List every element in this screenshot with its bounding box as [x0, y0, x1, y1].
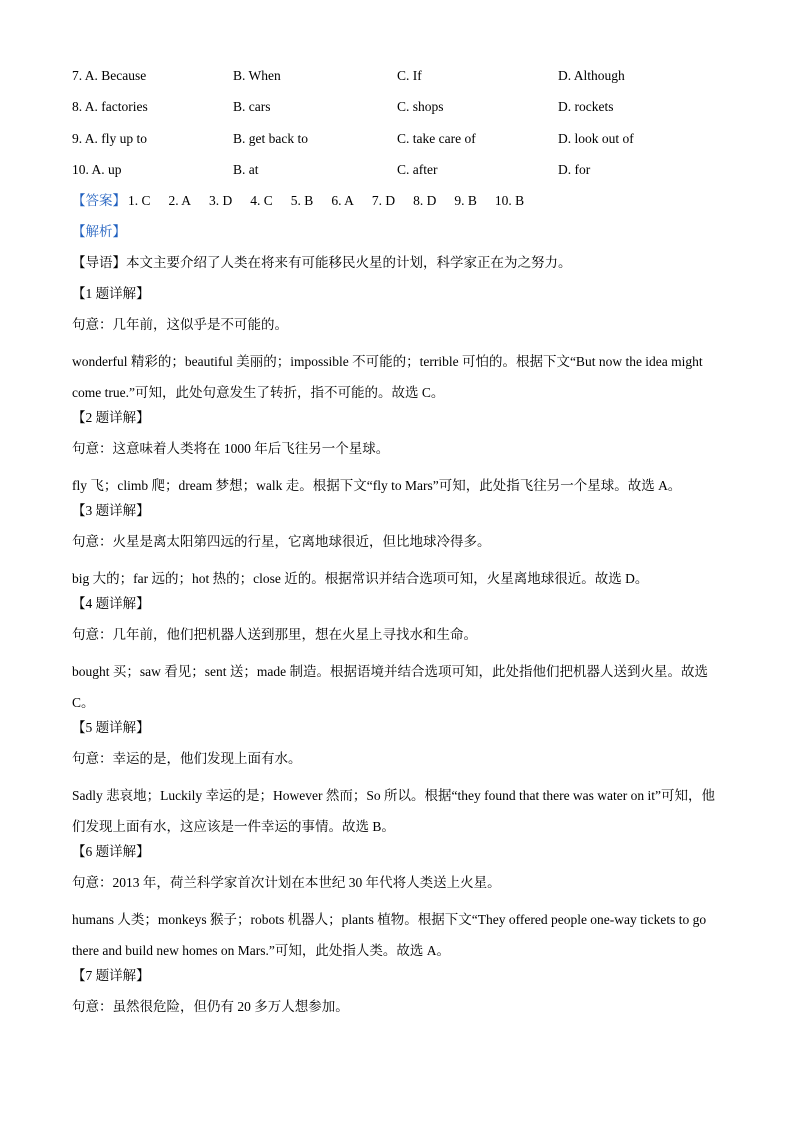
detail-heading-1: 【1 题详解】	[72, 286, 150, 302]
detail-heading-3: 【3 题详解】	[72, 503, 150, 519]
detail-heading-5: 【5 题详解】	[72, 720, 150, 736]
option-d: D. Although	[558, 68, 625, 83]
answer-item: 3. D	[209, 193, 233, 209]
option-d: D. rockets	[558, 99, 614, 115]
option-row-8	[72, 97, 722, 128]
detail-meaning-4: 句意：几年前，他们把机器人送到那里，想在火星上寻找水和生命。	[72, 627, 477, 643]
option-b: B. at	[233, 161, 259, 177]
option-b: B. cars	[233, 99, 271, 115]
detail-meaning-2: 句意：这意味着人类将在 1000 年后飞往另一个星球。	[72, 441, 390, 457]
detail-meaning-1: 句意：几年前，这似乎是不可能的。	[72, 317, 288, 333]
detail-heading-4: 【4 题详解】	[72, 596, 150, 612]
detail-explain-5: Sadly 悲哀地；Luckily 幸运的是；However 然而；So 所以。根据“they found that there was water on it”可知，他们发现上面有水，这应该是一件幸运的事情。故选 B。	[72, 788, 716, 835]
option-row-9	[72, 129, 722, 160]
answer-item: 7. D	[371, 193, 396, 209]
answer-item: 1. C	[128, 193, 151, 209]
option-a: 9. A. fly up to	[72, 130, 148, 146]
answer-row	[72, 191, 722, 222]
answer-item: 9. B	[454, 193, 477, 209]
answer-item: 4. C	[250, 193, 273, 209]
answer-item: 6. A	[331, 193, 354, 209]
option-b: B. get back to	[233, 130, 308, 146]
detail-heading-6: 【6 题详解】	[72, 844, 150, 860]
option-c: C. If	[397, 68, 422, 83]
analysis-label: 【解析】	[72, 224, 126, 240]
option-row-10	[72, 160, 722, 191]
answer-label: 【答案】	[72, 193, 126, 209]
option-d: D. look out of	[558, 130, 634, 146]
detail-heading-7: 【7 题详解】	[72, 968, 150, 984]
option-c: C. shops	[397, 99, 444, 115]
option-c: C. after	[397, 161, 438, 177]
detail-explain-1: wonderful 精彩的；beautiful 美丽的；impossible 不可能的；terrible 可怕的。根据下文“But now the idea might come true.”可知，此处句意发生了转折，指不可能的。故选 C。	[72, 354, 703, 401]
option-row-7	[72, 66, 722, 97]
option-b: B. When	[233, 68, 281, 83]
detail-meaning-6: 句意：2013 年，荷兰科学家首次计划在本世纪 30 年代将人类送上火星。	[72, 875, 501, 891]
answer-item: 8. D	[413, 193, 437, 209]
detail-meaning-7: 句意：虽然很危险，但仍有 20 多万人想参加。	[72, 999, 349, 1015]
detail-meaning-3: 句意：火星是离太阳第四远的行星，它离地球很近，但比地球冷得多。	[72, 534, 491, 550]
answer-item: 5. B	[290, 193, 314, 209]
option-d: D. for	[558, 161, 591, 177]
option-c: C. take care of	[397, 130, 476, 146]
detail-meaning-5: 句意：幸运的是，他们发现上面有水。	[72, 751, 302, 767]
option-a: 10. A. up	[72, 161, 122, 177]
intro-text: 【导语】本文主要介绍了人类在将来有可能移民火星的计划，科学家正在为之努力。	[72, 255, 572, 271]
answer-item: 10. B	[494, 193, 525, 209]
option-a: 7. A. Because	[72, 68, 147, 83]
document-page	[72, 66, 722, 1028]
option-a: 8. A. factories	[72, 99, 148, 115]
detail-explain-4: bought 买；saw 看见；sent 送；made 制造。根据语境并结合选项可知，此处指他们把机器人送到火星。故选 C。	[72, 664, 708, 711]
detail-explain-3: big 大的；far 远的；hot 热的；close 近的。根据常识并结合选项可知，火星离地球很近。故选 D。	[72, 571, 649, 587]
answer-item: 2. A	[168, 193, 192, 209]
detail-heading-2: 【2 题详解】	[72, 410, 150, 426]
detail-explain-6: humans 人类；monkeys 猴子；robots 机器人；plants 植物。根据下文“They offered people one-way tickets to go there and build new homes on Mars.”可知，此处指人类。故选 A。	[72, 912, 707, 959]
detail-explain-2: fly 飞；climb 爬；dream 梦想；walk 走。根据下文“fly to Mars”可知，此处指飞往另一个星球。故选 A。	[72, 478, 682, 494]
